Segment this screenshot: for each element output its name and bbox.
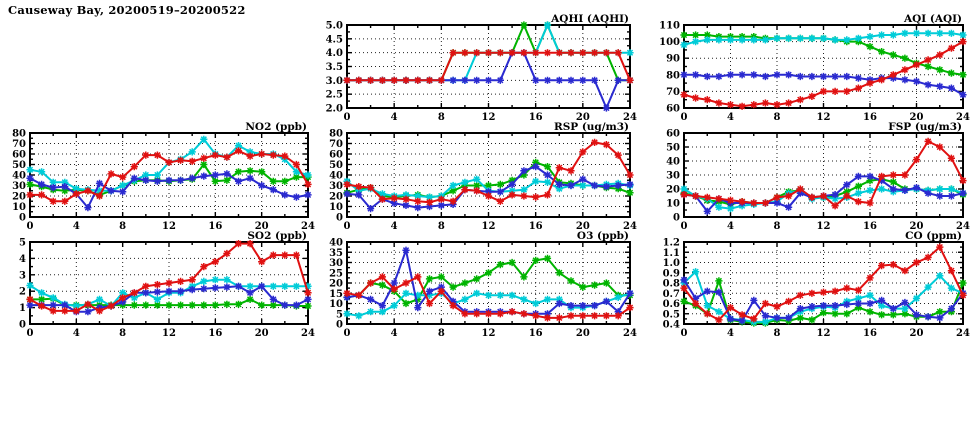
svg-text:2.0: 2.0 bbox=[325, 103, 343, 115]
svg-text:0: 0 bbox=[673, 212, 680, 224]
svg-text:2.5: 2.5 bbox=[325, 89, 343, 101]
chart-title-so2: SO2 (ppb) bbox=[247, 230, 307, 242]
svg-text:12: 12 bbox=[816, 328, 831, 339]
svg-text:3.0: 3.0 bbox=[325, 75, 343, 87]
svg-text:50: 50 bbox=[666, 142, 680, 154]
svg-text:0: 0 bbox=[19, 319, 26, 331]
svg-text:8: 8 bbox=[437, 328, 445, 339]
svg-text:80: 80 bbox=[329, 128, 343, 140]
chart-co bbox=[663, 230, 970, 339]
svg-text:20: 20 bbox=[329, 278, 343, 290]
svg-text:110: 110 bbox=[659, 20, 680, 32]
svg-text:2: 2 bbox=[19, 286, 26, 298]
chart-rsp bbox=[329, 121, 637, 232]
chart-title-no2: NO2 (ppb) bbox=[245, 121, 307, 133]
svg-text:4.0: 4.0 bbox=[325, 48, 343, 60]
svg-text:4: 4 bbox=[72, 328, 80, 339]
svg-text:0: 0 bbox=[680, 328, 688, 339]
svg-text:35: 35 bbox=[329, 247, 343, 259]
svg-text:0: 0 bbox=[336, 319, 343, 331]
svg-text:30: 30 bbox=[329, 181, 343, 192]
svg-text:5.0: 5.0 bbox=[325, 20, 343, 32]
svg-text:20: 20 bbox=[909, 112, 924, 123]
svg-text:24: 24 bbox=[623, 221, 637, 232]
svg-text:60: 60 bbox=[329, 149, 343, 161]
svg-text:12: 12 bbox=[481, 328, 496, 339]
chart-title-aqi: AQI (AQI) bbox=[903, 13, 962, 25]
svg-text:12: 12 bbox=[481, 112, 496, 123]
svg-text:20: 20 bbox=[12, 191, 26, 203]
svg-text:24: 24 bbox=[623, 112, 637, 123]
svg-text:4: 4 bbox=[390, 328, 398, 339]
svg-text:20: 20 bbox=[575, 221, 590, 232]
svg-text:5: 5 bbox=[336, 309, 343, 321]
chart-so2 bbox=[19, 230, 315, 339]
svg-text:16: 16 bbox=[208, 328, 223, 339]
svg-text:4: 4 bbox=[390, 112, 398, 123]
svg-text:40: 40 bbox=[666, 156, 680, 168]
svg-text:30: 30 bbox=[12, 181, 26, 192]
svg-text:0: 0 bbox=[26, 328, 34, 339]
chart-title-co: CO (ppm) bbox=[905, 230, 962, 242]
svg-text:16: 16 bbox=[528, 221, 543, 232]
svg-text:30: 30 bbox=[329, 258, 343, 269]
svg-text:16: 16 bbox=[528, 112, 543, 123]
svg-text:8: 8 bbox=[773, 112, 781, 123]
svg-text:24: 24 bbox=[956, 221, 970, 232]
svg-text:0.6: 0.6 bbox=[662, 299, 680, 310]
svg-text:0: 0 bbox=[336, 212, 343, 224]
svg-text:5: 5 bbox=[19, 237, 26, 249]
svg-text:80: 80 bbox=[12, 128, 26, 140]
svg-text:0.9: 0.9 bbox=[662, 268, 680, 280]
svg-text:0.7: 0.7 bbox=[662, 288, 680, 300]
svg-text:70: 70 bbox=[666, 86, 680, 98]
svg-text:0.8: 0.8 bbox=[662, 278, 680, 290]
svg-text:1.2: 1.2 bbox=[662, 237, 680, 249]
svg-text:16: 16 bbox=[863, 112, 877, 123]
svg-text:15: 15 bbox=[329, 288, 343, 300]
svg-text:1: 1 bbox=[19, 303, 26, 315]
svg-text:70: 70 bbox=[12, 139, 26, 150]
svg-text:0: 0 bbox=[26, 221, 34, 232]
svg-text:40: 40 bbox=[329, 170, 343, 182]
page-title: Causeway Bay, 20200519–20200522 bbox=[8, 3, 246, 17]
chart-title-rsp: RSP (ug/m3) bbox=[553, 121, 629, 133]
svg-text:4: 4 bbox=[727, 328, 734, 339]
svg-text:8: 8 bbox=[773, 328, 781, 339]
svg-text:0: 0 bbox=[680, 221, 688, 232]
svg-text:24: 24 bbox=[301, 221, 315, 232]
svg-text:0: 0 bbox=[343, 112, 351, 123]
svg-text:0.4: 0.4 bbox=[662, 319, 680, 331]
svg-text:4: 4 bbox=[19, 253, 26, 265]
svg-text:20: 20 bbox=[575, 112, 590, 123]
svg-text:10: 10 bbox=[329, 299, 343, 310]
svg-text:20: 20 bbox=[575, 328, 590, 339]
svg-text:50: 50 bbox=[12, 160, 26, 171]
chart-fsp bbox=[666, 121, 970, 232]
svg-text:10: 10 bbox=[12, 202, 26, 213]
svg-text:0: 0 bbox=[19, 212, 26, 224]
svg-text:0.5: 0.5 bbox=[662, 309, 680, 321]
svg-text:1.1: 1.1 bbox=[662, 247, 680, 259]
svg-text:12: 12 bbox=[162, 328, 176, 339]
svg-text:20: 20 bbox=[254, 328, 269, 339]
svg-text:12: 12 bbox=[481, 221, 496, 232]
chart-title-o3: O3 (ppb) bbox=[576, 230, 629, 242]
svg-text:20: 20 bbox=[254, 221, 269, 232]
svg-text:100: 100 bbox=[659, 37, 680, 49]
svg-text:4.5: 4.5 bbox=[325, 34, 343, 46]
svg-text:8: 8 bbox=[437, 221, 445, 232]
svg-text:4: 4 bbox=[390, 221, 398, 232]
svg-text:90: 90 bbox=[666, 53, 680, 65]
chart-o3 bbox=[329, 230, 637, 339]
svg-text:16: 16 bbox=[528, 328, 543, 339]
chart-no2 bbox=[12, 121, 315, 232]
svg-text:60: 60 bbox=[12, 149, 26, 161]
svg-text:40: 40 bbox=[12, 170, 26, 182]
svg-text:50: 50 bbox=[329, 160, 343, 171]
svg-text:0: 0 bbox=[680, 112, 688, 123]
svg-text:3.5: 3.5 bbox=[325, 62, 343, 73]
svg-text:20: 20 bbox=[909, 328, 924, 339]
svg-text:8: 8 bbox=[437, 112, 445, 123]
svg-text:24: 24 bbox=[623, 328, 637, 339]
svg-text:24: 24 bbox=[956, 112, 970, 123]
svg-text:4: 4 bbox=[727, 112, 734, 123]
chart-aqhi bbox=[326, 13, 637, 123]
svg-text:12: 12 bbox=[162, 221, 176, 232]
svg-text:12: 12 bbox=[816, 221, 831, 232]
chart-aqi bbox=[659, 13, 970, 123]
svg-text:8: 8 bbox=[119, 328, 127, 339]
svg-text:16: 16 bbox=[208, 221, 223, 232]
svg-text:4: 4 bbox=[727, 221, 734, 232]
svg-text:10: 10 bbox=[329, 202, 343, 213]
svg-text:20: 20 bbox=[909, 221, 924, 232]
svg-text:60: 60 bbox=[666, 103, 680, 115]
svg-text:20: 20 bbox=[329, 191, 343, 203]
svg-text:16: 16 bbox=[863, 221, 877, 232]
svg-text:80: 80 bbox=[666, 70, 680, 82]
svg-text:1.0: 1.0 bbox=[662, 258, 680, 269]
svg-text:24: 24 bbox=[301, 328, 315, 339]
svg-text:8: 8 bbox=[119, 221, 127, 232]
svg-text:4: 4 bbox=[72, 221, 80, 232]
svg-text:60: 60 bbox=[666, 128, 680, 140]
svg-text:20: 20 bbox=[666, 184, 680, 196]
svg-text:3: 3 bbox=[19, 270, 26, 282]
svg-text:8: 8 bbox=[773, 221, 781, 232]
svg-text:25: 25 bbox=[329, 268, 343, 280]
chart-title-aqhi: AQHI (AQHI) bbox=[551, 13, 629, 25]
series-red-no2 bbox=[26, 147, 311, 205]
svg-text:0: 0 bbox=[343, 328, 351, 339]
svg-text:10: 10 bbox=[666, 198, 680, 210]
svg-text:30: 30 bbox=[666, 170, 680, 182]
svg-text:0: 0 bbox=[343, 221, 351, 232]
svg-text:70: 70 bbox=[329, 139, 343, 150]
svg-text:24: 24 bbox=[956, 328, 970, 339]
chart-title-fsp: FSP (ug/m3) bbox=[888, 121, 962, 133]
svg-text:12: 12 bbox=[816, 112, 831, 123]
svg-text:16: 16 bbox=[863, 328, 877, 339]
svg-text:40: 40 bbox=[329, 237, 343, 249]
